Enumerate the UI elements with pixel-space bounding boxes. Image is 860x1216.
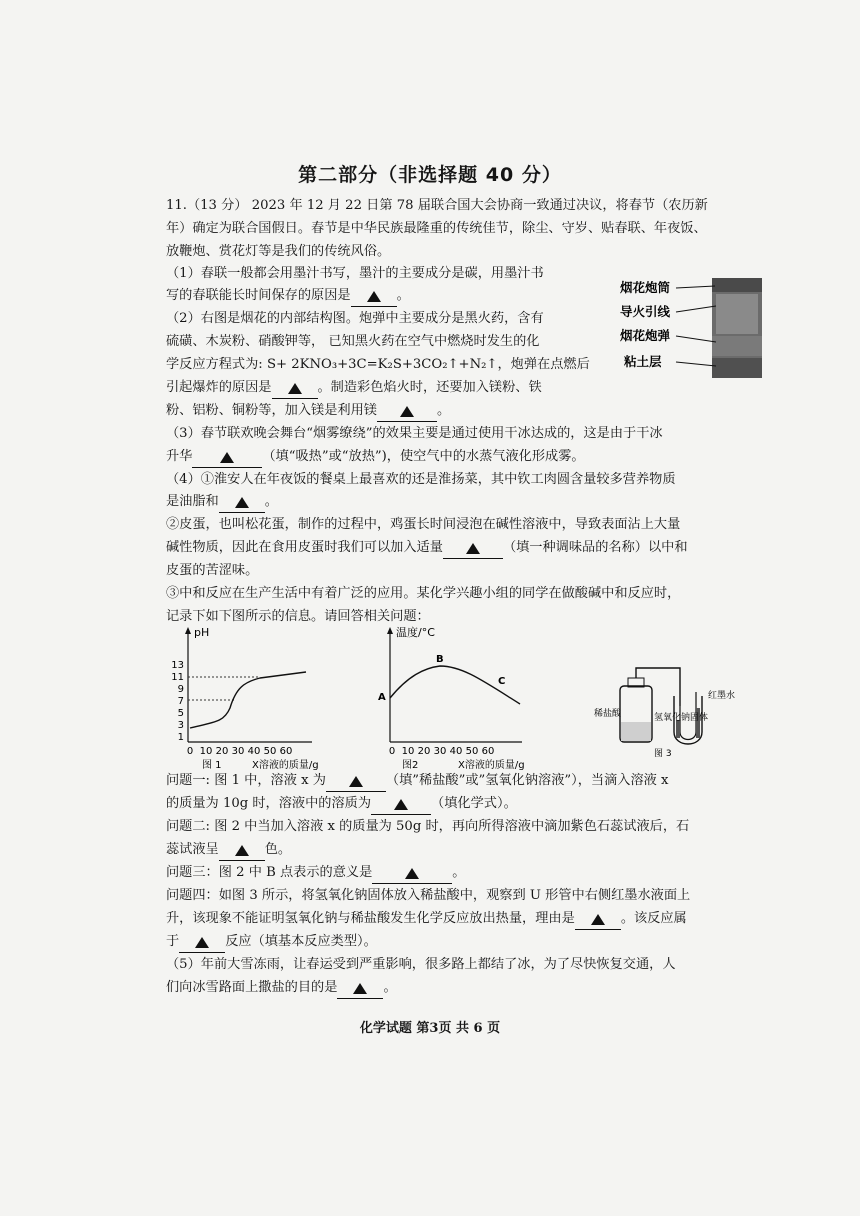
fig1-xtick: 40 <box>247 746 261 757</box>
triangle-icon <box>349 776 363 787</box>
fig1-ytick: 9 <box>177 684 184 695</box>
label-clay: 粘土层 <box>624 354 662 369</box>
p4-line7: 记录下如下图所示的信息。请回答相关问题： <box>166 609 430 624</box>
fig2-xlabel: X溶液的质量/g <box>458 760 525 771</box>
fig1-ytick: 13 <box>171 660 184 671</box>
fig2-point-a: A <box>378 692 386 703</box>
fig2-ylabel: 温度/°C <box>396 626 435 639</box>
fig1-xlabel: X溶液的质量/g <box>252 760 319 771</box>
triangle-icon <box>394 799 408 810</box>
fig2-point-b: B <box>436 654 444 665</box>
answer-blank[interactable] <box>219 840 265 861</box>
p3-line2: 升华 （填“吸热”或“放热”)，使空气中的水蒸气液化形成雾。 <box>166 447 585 468</box>
fig2-xtick: 30 <box>433 746 447 757</box>
fig3-label-naoh: 氢氧化钠固体 <box>654 713 709 723</box>
fig1-xtick: 60 <box>279 746 293 757</box>
fig1-ytick: 3 <box>177 720 184 731</box>
p4-line1: （4）①淮安人在年夜饭的餐桌上最喜欢的还是淮扬菜，其中钦工肉圆含量较多营养物质 <box>166 472 676 487</box>
qc-line1: 问题三：图 2 中 B 点表示的意义是 。 <box>166 863 465 884</box>
triangle-icon <box>405 868 419 879</box>
answer-blank[interactable] <box>179 932 225 953</box>
answer-blank[interactable] <box>372 863 452 884</box>
section-title: 第二部分（非选择题 40 分） <box>298 164 562 186</box>
triangle-icon <box>367 291 381 302</box>
fig1-curve <box>190 672 306 728</box>
triangle-icon <box>235 845 249 856</box>
qa-line2: 的质量为 10g 时，溶液中的溶质为 （填化学式）。 <box>166 794 517 815</box>
p4-line4: 碱性物质，因此在食用皮蛋时我们可以加入适量 （填一种调味品的名称）以中和 <box>166 538 688 559</box>
answer-blank[interactable] <box>443 538 503 559</box>
q11-line2: 年）确定为联合国假日。春节是中华民族最隆重的传统佳节，除尘、守岁、贴春联、年夜饭、 <box>166 221 707 236</box>
triangle-icon <box>466 543 480 554</box>
label-firework-tube: 烟花炮筒 <box>620 280 671 295</box>
figure-1-ph-chart <box>160 624 320 774</box>
p1-line1: （1）春联一般都会用墨汁书写，墨汁的主要成分是碳，用墨汁书 <box>166 266 544 281</box>
p4-line6: ③中和反应在生产生活中有着广泛的应用。某化学兴趣小组的同学在做酸碱中和反应时， <box>166 586 681 601</box>
fig1-xtick: 30 <box>231 746 245 757</box>
fig3-label-hcl: 稀盐酸 <box>594 709 622 719</box>
fig2-point-c: C <box>498 676 506 687</box>
qb-line2: 蕊试液呈 色。 <box>166 840 291 861</box>
figure-2-temperature-chart <box>372 624 542 774</box>
label-fuse: 导火引线 <box>620 304 671 319</box>
p2-line2: 硫磺、木炭粉、硝酸钾等， 已知黑火药在空气中燃烧时发生的化 <box>166 334 540 349</box>
answer-blank[interactable] <box>371 794 431 815</box>
fig1-xtick: 50 <box>263 746 277 757</box>
answer-blank[interactable] <box>351 286 397 307</box>
answer-blank[interactable] <box>377 401 437 422</box>
qb-line1: 问题二: 图 2 中当加入溶液 x 的质量为 50g 时，再向所得溶液中滴加紫色石蕊试液后，石 <box>166 819 690 834</box>
triangle-icon <box>353 983 367 994</box>
fig1-xtick: 10 <box>199 746 213 757</box>
p4-line2: 是油脂和 。 <box>166 492 278 513</box>
fig1-xtick: 0 <box>186 746 194 757</box>
p5-line2: 们向冰雪路面上撒盐的目的是 。 <box>166 978 397 999</box>
p3-line1: （3）春节联欢晚会舞台“烟雾缭绕”的效果主要是通过使用干冰达成的，这是由于干冰 <box>166 426 663 441</box>
fig2-xtick: 50 <box>465 746 479 757</box>
fig3-caption: 图 3 <box>654 749 672 759</box>
p2-line4: 引起爆炸的原因是 。制造彩色焰火时，还要加入镁粉、铁 <box>166 378 542 399</box>
q11-head: 11.（13 分） 2023 年 12 月 22 日第 78 届联合国大会协商一致通过决议，将春节（农历新 <box>166 198 708 213</box>
fig1-xtick: 20 <box>215 746 229 757</box>
p2-line5: 粉、铝粉、铜粉等，加入镁是利用镁 。 <box>166 401 450 422</box>
qd-line2: 升，该现象不能证明氢氧化钠与稀盐酸发生化学反应放出热量，理由是 。该反应属 <box>166 909 687 930</box>
label-shell: 烟花炮弹 <box>620 328 671 343</box>
fig1-ytick: 5 <box>177 708 184 719</box>
fig2-xtick: 40 <box>449 746 463 757</box>
fig1-ytick: 7 <box>177 696 184 707</box>
p4-line5: 皮蛋的苦涩味。 <box>166 563 259 578</box>
qd-line1: 问题四：如图 3 所示，将氢氧化钠固体放入稀盐酸中，观察到 U 形管中右侧红墨水液面上 <box>166 888 691 903</box>
triangle-icon <box>235 497 249 508</box>
answer-blank[interactable] <box>575 909 621 930</box>
triangle-icon <box>195 937 209 948</box>
qa-line1: 问题一: 图 1 中，溶液 x 为 （填”稀盐酸”或”氢氧化钠溶液”），当滴入溶液 x <box>166 771 668 792</box>
p4-line3: ②皮蛋，也叫松花蛋，制作的过程中，鸡蛋长时间浸泡在碱性溶液中，导致表面沾上大量 <box>166 517 681 532</box>
answer-blank[interactable] <box>192 447 262 468</box>
p2-line1: （2）右图是烟花的内部结构图。炮弹中主要成分是黑火药，含有 <box>166 311 544 326</box>
answer-blank[interactable] <box>272 378 318 399</box>
answer-blank[interactable] <box>337 978 383 999</box>
p2-line3: 学反应方程式为: S+ 2KNO₃+3C=K₂S+3CO₂↑+N₂↑，炮弹在点燃后 <box>166 357 590 372</box>
triangle-icon <box>288 383 302 394</box>
triangle-icon <box>591 914 605 925</box>
firework-structure-figure <box>620 276 770 382</box>
triangle-icon <box>400 406 414 417</box>
fig2-xtick: 20 <box>417 746 431 757</box>
page-footer: 化学试题 第3页 共 6 页 <box>359 1021 501 1036</box>
fig2-xtick: 60 <box>481 746 495 757</box>
answer-blank[interactable] <box>219 492 265 513</box>
fig3-label-ink: 红墨水 <box>708 691 736 701</box>
fig2-caption: 图2 <box>402 760 419 771</box>
qd-line3: 于 反应（填基本反应类型）。 <box>166 932 377 953</box>
fig2-xtick: 0 <box>388 746 396 757</box>
fig1-ylabel: pH <box>194 626 210 639</box>
answer-blank[interactable] <box>326 771 386 792</box>
triangle-icon <box>220 452 234 463</box>
q11-line3: 放鞭炮、赏花灯等是我们的传统风俗。 <box>166 244 391 259</box>
p1-line2: 写的春联能长时间保存的原因是 。 <box>166 286 410 307</box>
fig2-xtick: 10 <box>401 746 415 757</box>
fig1-ytick: 11 <box>171 672 184 683</box>
fig1-caption: 图 1 <box>202 760 222 771</box>
figure-3-apparatus <box>590 656 736 766</box>
fig1-ytick: 1 <box>177 732 184 743</box>
p5-line1: （5）年前大雪冻雨，让春运受到严重影响，很多路上都结了冰，为了尽快恢复交通，人 <box>166 957 676 972</box>
